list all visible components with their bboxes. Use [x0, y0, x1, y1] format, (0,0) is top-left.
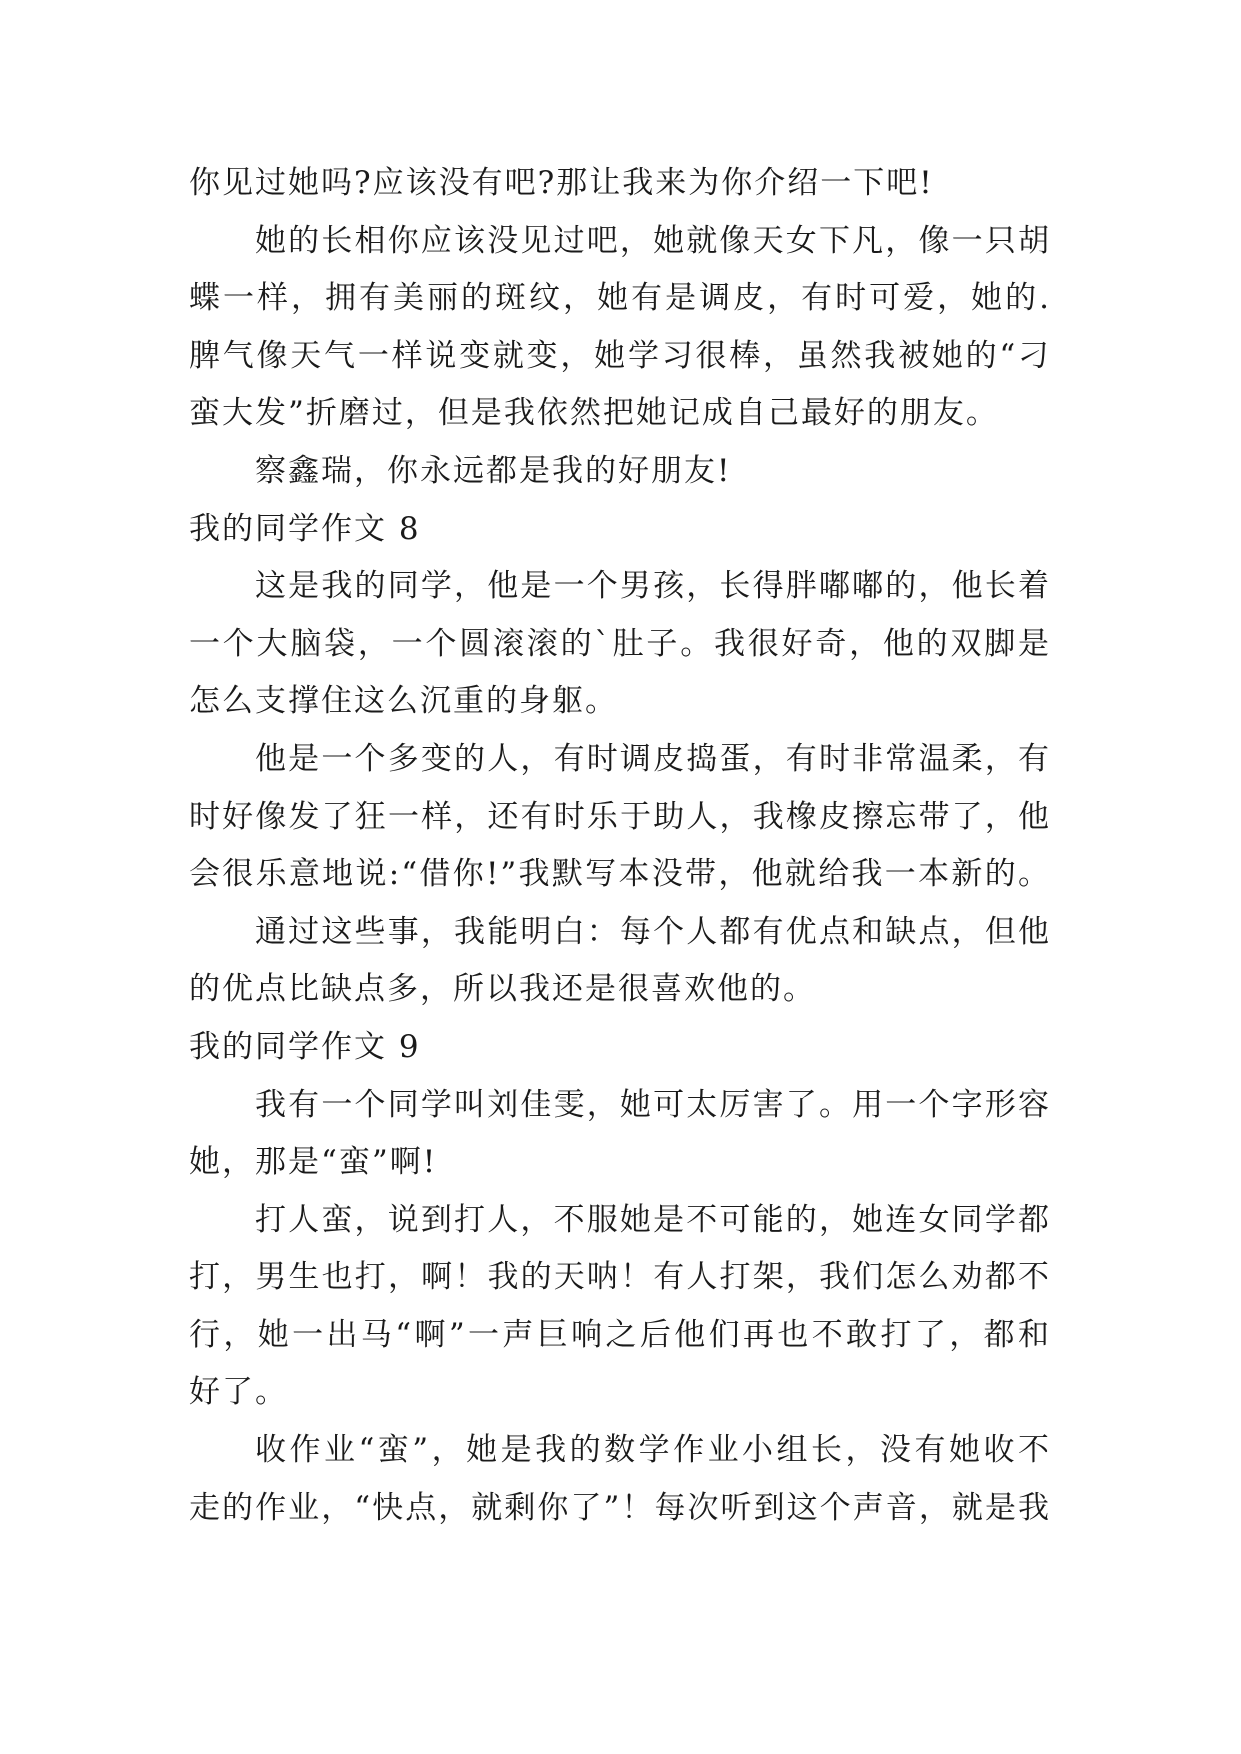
text-line: 你见过她吗?应该没有吧?那让我来为你介绍一下吧!	[189, 165, 934, 201]
text-line: 脾气像天气一样说变就变，她学习很棒，虽然我被她的“刁	[189, 337, 1051, 374]
text-line: 时好像发了狂一样，还有时乐于助人，我橡皮擦忘带了，他	[189, 798, 1051, 835]
paragraph-start-line: 这是我的同学，他是一个男孩，长得胖嘟嘟的，他长着	[255, 568, 1051, 605]
paragraph-start-line: 打人蛮，说到打人，不服她是不可能的，她连女同学都	[255, 1201, 1051, 1238]
text-line: 行，她一出马“啊”一声巨响之后他们再也不敢打了，都和	[189, 1316, 1051, 1353]
section-heading: 我的同学作文 9	[189, 1028, 421, 1065]
text-line: 打，男生也打，啊！我的天呐！有人打架，我们怎么劝都不	[189, 1259, 1051, 1296]
paragraph-start-line: 通过这些事，我能明白：每个人都有优点和缺点，但他	[255, 913, 1051, 950]
section-heading: 我的同学作文 8	[189, 510, 421, 547]
text-line: 好了。	[189, 1374, 288, 1411]
text-line: 怎么支撑住这么沉重的身躯。	[189, 683, 618, 720]
paragraph-start-line: 我有一个同学叫刘佳雯，她可太厉害了。用一个字形容	[255, 1086, 1051, 1123]
paragraph-start-line: 她的长相你应该没见过吧，她就像天女下凡，像一只胡	[255, 222, 1051, 259]
text-line: 走的作业，“快点，就剩你了”！每次听到这个声音，就是我	[189, 1489, 1051, 1526]
paragraph-start-line: 收作业“蛮”，她是我的数学作业小组长，没有她收不	[255, 1432, 1051, 1469]
text-line: 的优点比缺点多，所以我还是很喜欢他的。	[189, 971, 816, 1008]
text-line: 蝶一样，拥有美丽的斑纹，她有是调皮，有时可爱，她的.	[189, 280, 1051, 317]
text-line: 一个大脑袋，一个圆滚滚的`肚子。我很好奇，他的双脚是	[189, 625, 1051, 662]
paragraph-start-line: 他是一个多变的人，有时调皮捣蛋，有时非常温柔，有	[255, 740, 1051, 777]
text-line: 她，那是“蛮”啊!	[189, 1144, 438, 1181]
text-line: 会很乐意地说:“借你!”我默写本没带，他就给我一本新的。	[189, 856, 1051, 893]
essay-body	[189, 155, 1051, 1537]
paragraph-start-line: 察鑫瑞，你永远都是我的好朋友!	[255, 452, 732, 489]
text-line: 蛮大发”折磨过，但是我依然把她记成自己最好的朋友。	[189, 395, 999, 432]
